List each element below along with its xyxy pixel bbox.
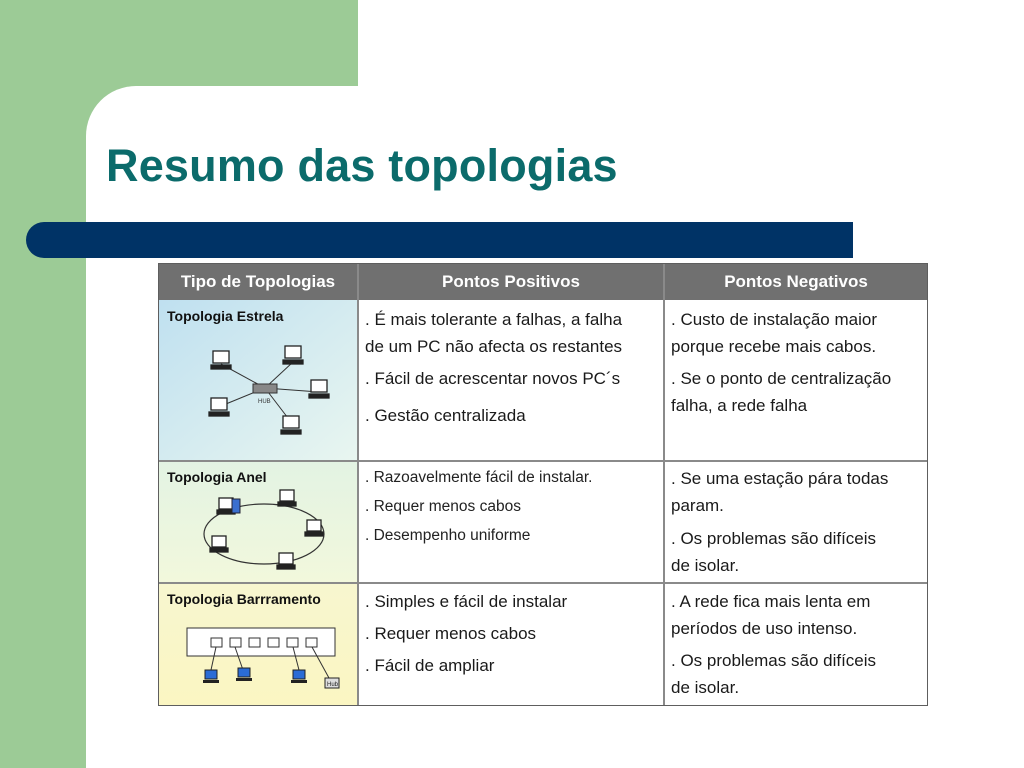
row-divider [159, 582, 927, 584]
title-underline-bar [26, 222, 853, 258]
negative-line: . A rede fica mais lenta em [671, 592, 871, 611]
row-title-bus: Topologia Barrramento [167, 591, 321, 607]
positive-line: . Requer menos cabos [365, 498, 521, 515]
negative-line: falha, a rede falha [671, 396, 808, 415]
row-title-ring: Topologia Anel [167, 469, 267, 485]
topology-summary-table [158, 263, 928, 706]
positive-line: . Gestão centralizada [365, 406, 526, 425]
negative-line: de isolar. [671, 556, 740, 575]
positive-line: . Simples e fácil de instalar [365, 592, 568, 611]
positive-line: . Fácil de ampliar [365, 656, 495, 675]
positive-line: . É mais tolerante a falhas, a falha [365, 310, 623, 329]
svg-text:Hub: Hub [327, 682, 339, 688]
negative-line: . Se o ponto de centralização [671, 369, 892, 388]
negative-line: porque recebe mais cabos. [671, 337, 877, 356]
negative-line: de isolar. [671, 678, 740, 697]
header-positives: Pontos Positivos [442, 272, 580, 291]
column-divider [357, 264, 359, 705]
negative-line: param. [671, 496, 724, 515]
header-negatives: Pontos Negativos [724, 272, 868, 291]
column-divider [663, 264, 665, 705]
positive-line: . Requer menos cabos [365, 624, 537, 643]
positive-line: . Desempenho uniforme [365, 527, 531, 544]
negative-line: . Custo de instalação maior [671, 310, 877, 329]
row-title-star: Topologia Estrela [167, 308, 284, 324]
negative-line: períodos de uso intenso. [671, 619, 858, 638]
positive-line: . Fácil de acrescentar novos PC´s [365, 369, 621, 388]
topology-diagrams [159, 300, 357, 705]
positive-line: de um PC não afecta os restantes [365, 337, 623, 356]
negative-line: . Os problemas são difíceis [671, 529, 877, 548]
slide-title: Resumo das topologias [106, 140, 618, 191]
negative-line: . Os problemas são difíceis [671, 651, 877, 670]
negative-line: . Se uma estação pára todas [671, 469, 889, 488]
row-divider [159, 460, 927, 462]
svg-text:HUB: HUB [258, 399, 271, 405]
header-type: Tipo de Topologias [180, 272, 336, 291]
positive-line: . Razoavelmente fácil de instalar. [365, 469, 593, 486]
